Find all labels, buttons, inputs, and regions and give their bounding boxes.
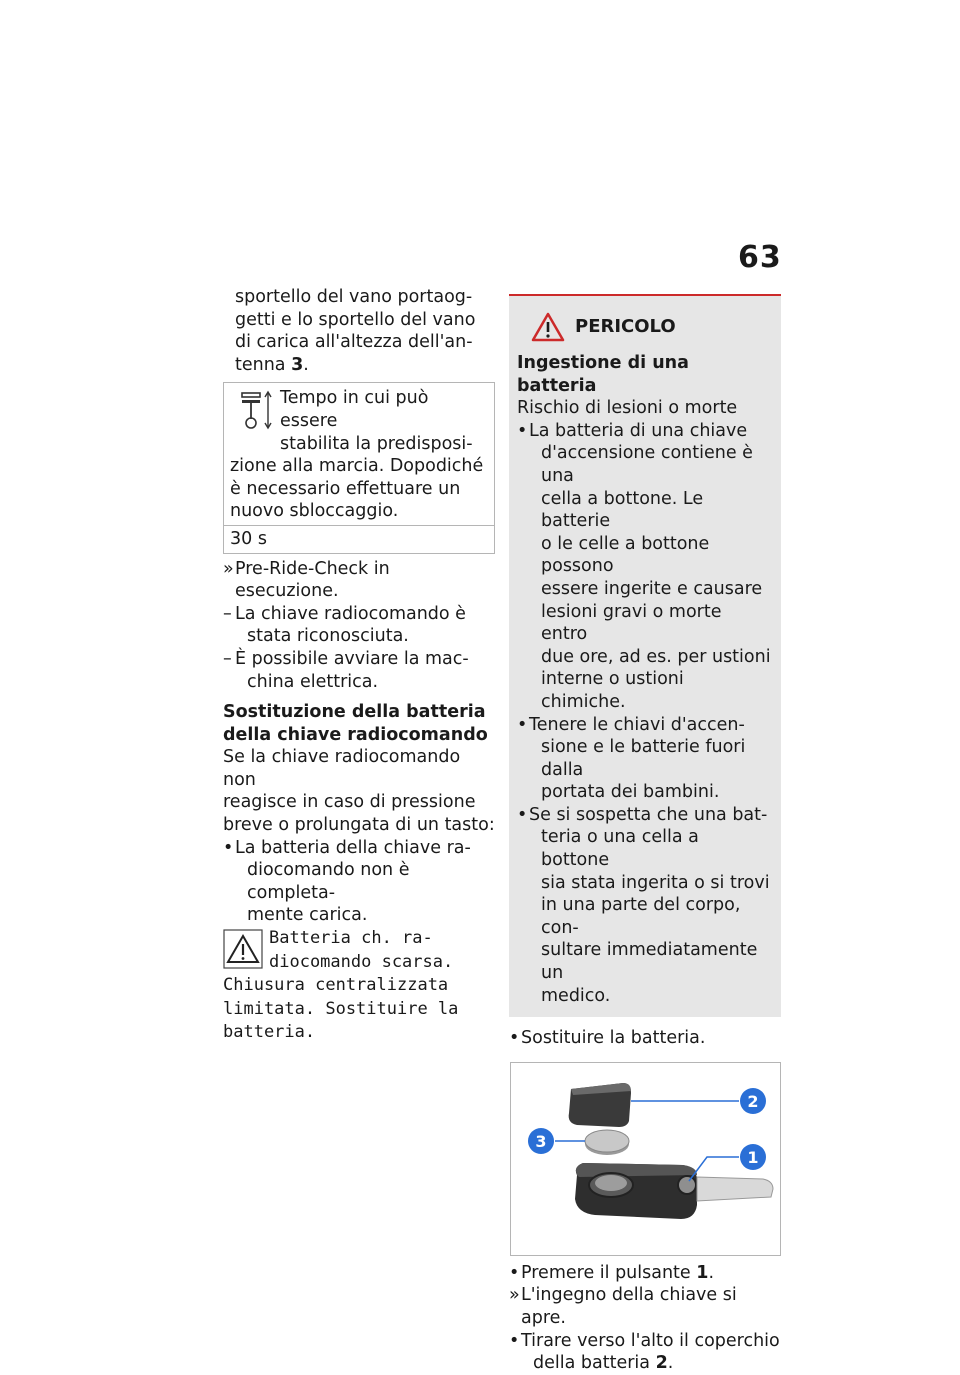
step-item: • Sostituire la batteria. — [509, 1028, 706, 1049]
callout-2 — [740, 1088, 766, 1114]
reference-number: 2 — [655, 1353, 668, 1374]
danger-subtitle: Ingestione di una batteria — [517, 353, 689, 396]
danger-risk: Rischio di lesioni o morte — [517, 398, 738, 419]
text-line: getti e lo sportello del vano — [235, 309, 476, 330]
reference-number: 3 — [291, 354, 304, 375]
step-item: • Premere il pulsante 1. — [509, 1262, 715, 1283]
danger-bullet: • La batteria di una chiave d'accensione contiene è una cella a bottone. Le batterie o le celle a bottone possono essere ingerite e causare lesioni gravi o morte entro due ore, ad es. per ustioni interne o ustioni chimiche. — [517, 420, 771, 712]
danger-title: PERICOLO — [575, 315, 676, 337]
warning-triangle-icon — [531, 312, 565, 342]
info-line: Tempo in cui può essere — [280, 388, 429, 431]
timer-icon — [236, 389, 274, 433]
callout-3 — [528, 1128, 554, 1154]
danger-header — [531, 312, 771, 342]
info-value: 30 s — [224, 525, 494, 553]
section-intro: Se la chiave radiocomando non reagisce in caso di pressione breve o prolungata di un tasto: — [223, 747, 495, 836]
info-line: è necessario effettuare un — [230, 478, 461, 499]
reference-number: 1 — [696, 1262, 709, 1283]
svg-text:3: 3 — [535, 1131, 547, 1151]
intro-paragraph — [223, 286, 495, 376]
text-line: tenna 3. — [235, 354, 309, 375]
page-number: 63 — [738, 240, 782, 275]
info-line: stabilita la predisposi- — [280, 433, 473, 454]
bullet-item: • La batteria della chiave ra- diocomando non è completa- mente carica. — [223, 837, 471, 926]
key-battery-figure — [510, 1062, 781, 1256]
result-item: » Pre-Ride-Check in esecuzione. — [223, 558, 390, 602]
section-heading: Sostituzione della batteria della chiave radiocomando — [223, 702, 488, 745]
right-column — [509, 294, 781, 1375]
warning-triangle-icon — [223, 929, 263, 969]
svg-text:1: 1 — [747, 1147, 759, 1167]
danger-bullet: • Tenere le chiavi d'accen- sione e le batterie fuori dalla portata dei bambini. — [517, 714, 746, 803]
step-item: • Tirare verso l'alto il coperchio della batteria 2. — [509, 1330, 780, 1374]
danger-bullet: • Se si sospetta che una bat- teria o una cella a bottone sia stata ingerita o si trovi in una parte del corpo, con- sultare immediatamente un medico. — [517, 804, 770, 1006]
callout-1 — [740, 1144, 766, 1170]
info-line: zione alla marcia. Dopodiché — [230, 456, 484, 477]
result-item: » L'ingegno della chiave si apre. — [509, 1285, 737, 1328]
warning-message: Batteria ch. ra- diocomando scarsa. Chiusura centralizzata limitata. Sostituire la batteria. — [223, 928, 459, 1043]
svg-text:2: 2 — [747, 1091, 759, 1111]
danger-box — [509, 294, 781, 1017]
dash-item: – È possibile avviare la mac- china elettrica. — [223, 648, 469, 692]
left-column — [223, 286, 495, 1045]
key-fob-illustration — [511, 1063, 781, 1255]
dash-item: – La chiave radiocomando è stata riconosciuta. — [223, 603, 466, 647]
text-line: di carica all'altezza dell'an- — [235, 332, 473, 353]
text-line: sportello del vano portaog- — [235, 287, 473, 307]
result-marker: » — [223, 558, 234, 579]
info-box — [223, 382, 495, 553]
info-line: nuovo sbloccaggio. — [230, 501, 399, 522]
